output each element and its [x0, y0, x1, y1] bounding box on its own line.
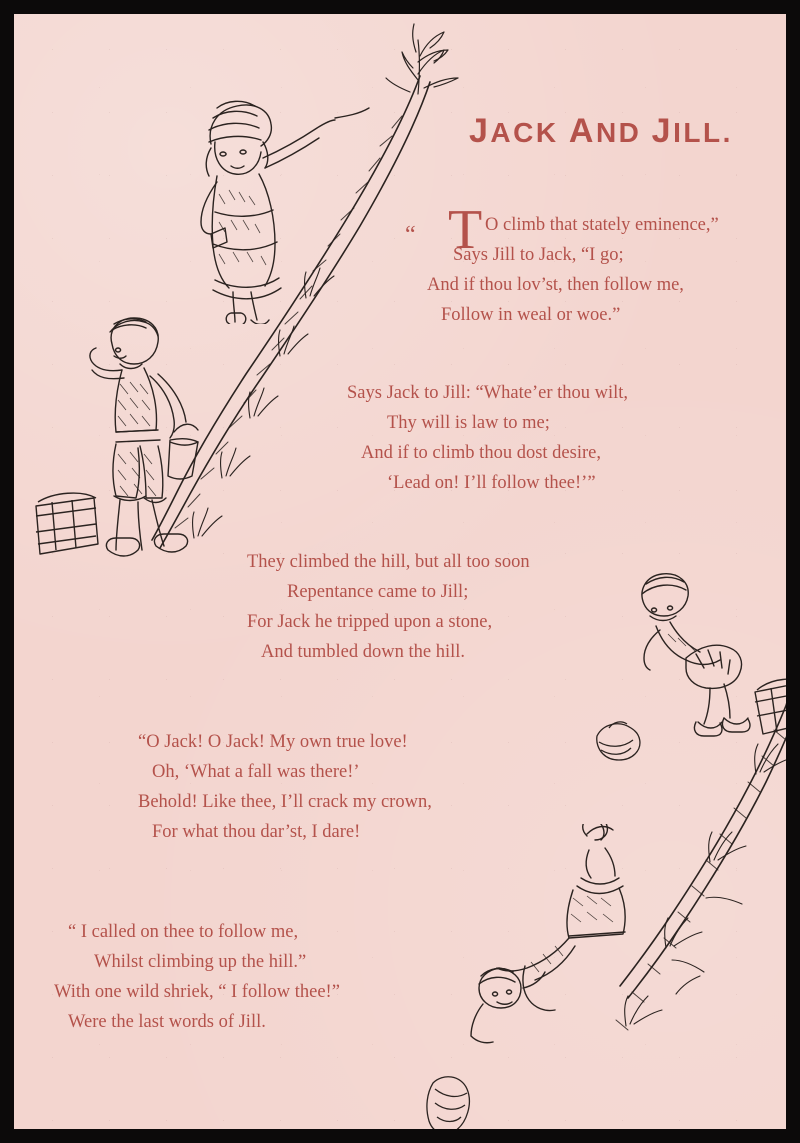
- poem-stanza-3: [247, 547, 530, 667]
- poem-line: And if thou lov’st, then follow me,: [427, 275, 684, 295]
- poem-line: With one wild shriek, “ I follow thee!”: [54, 982, 340, 1002]
- poem-line: O climb that stately eminence,”: [485, 215, 719, 235]
- poem-line: Follow in weal or woe.”: [441, 305, 621, 325]
- poem-line: Behold! Like thee, I’ll crack my crown,: [138, 792, 432, 812]
- poem-line: Whilst climbing up the hill.”: [94, 952, 307, 972]
- poem-line: Oh, ‘What a fall was there!’: [152, 762, 360, 782]
- poem-stanza-4: [138, 727, 432, 847]
- poem-line: Thy will is law to me;: [387, 413, 550, 433]
- poem-line: “ I called on thee to follow me,: [68, 922, 299, 942]
- poem-line: ‘Lead on! I’ll follow thee!’”: [387, 473, 596, 493]
- poem-line: “O Jack! O Jack! My own true love!: [138, 732, 408, 752]
- poem-line: Says Jack to Jill: “Whate’er thou wilt,: [347, 383, 629, 403]
- page-title-text: JACK AND JILL.: [469, 112, 733, 150]
- page-title: [469, 112, 733, 151]
- poem-stanza-2: [347, 378, 628, 498]
- poem-line: For Jack he tripped upon a stone,: [247, 612, 493, 632]
- poem-line: Repentance came to Jill;: [287, 582, 469, 602]
- poem-line: And if to climb thou dost desire,: [361, 443, 601, 463]
- poem-stanza-5: [54, 917, 340, 1037]
- poem-line: For what thou dar’st, I dare!: [152, 822, 361, 842]
- drop-cap: T: [448, 199, 483, 261]
- open-quote-mark: “: [405, 222, 416, 248]
- poem-stanza-1: [405, 210, 719, 330]
- poem-line: Were the last words of Jill.: [68, 1012, 266, 1032]
- poem-line: They climbed the hill, but all too soon: [247, 552, 530, 572]
- poem-line: And tumbled down the hill.: [261, 642, 465, 662]
- poem-line: Says Jill to Jack, “I go;: [453, 245, 624, 265]
